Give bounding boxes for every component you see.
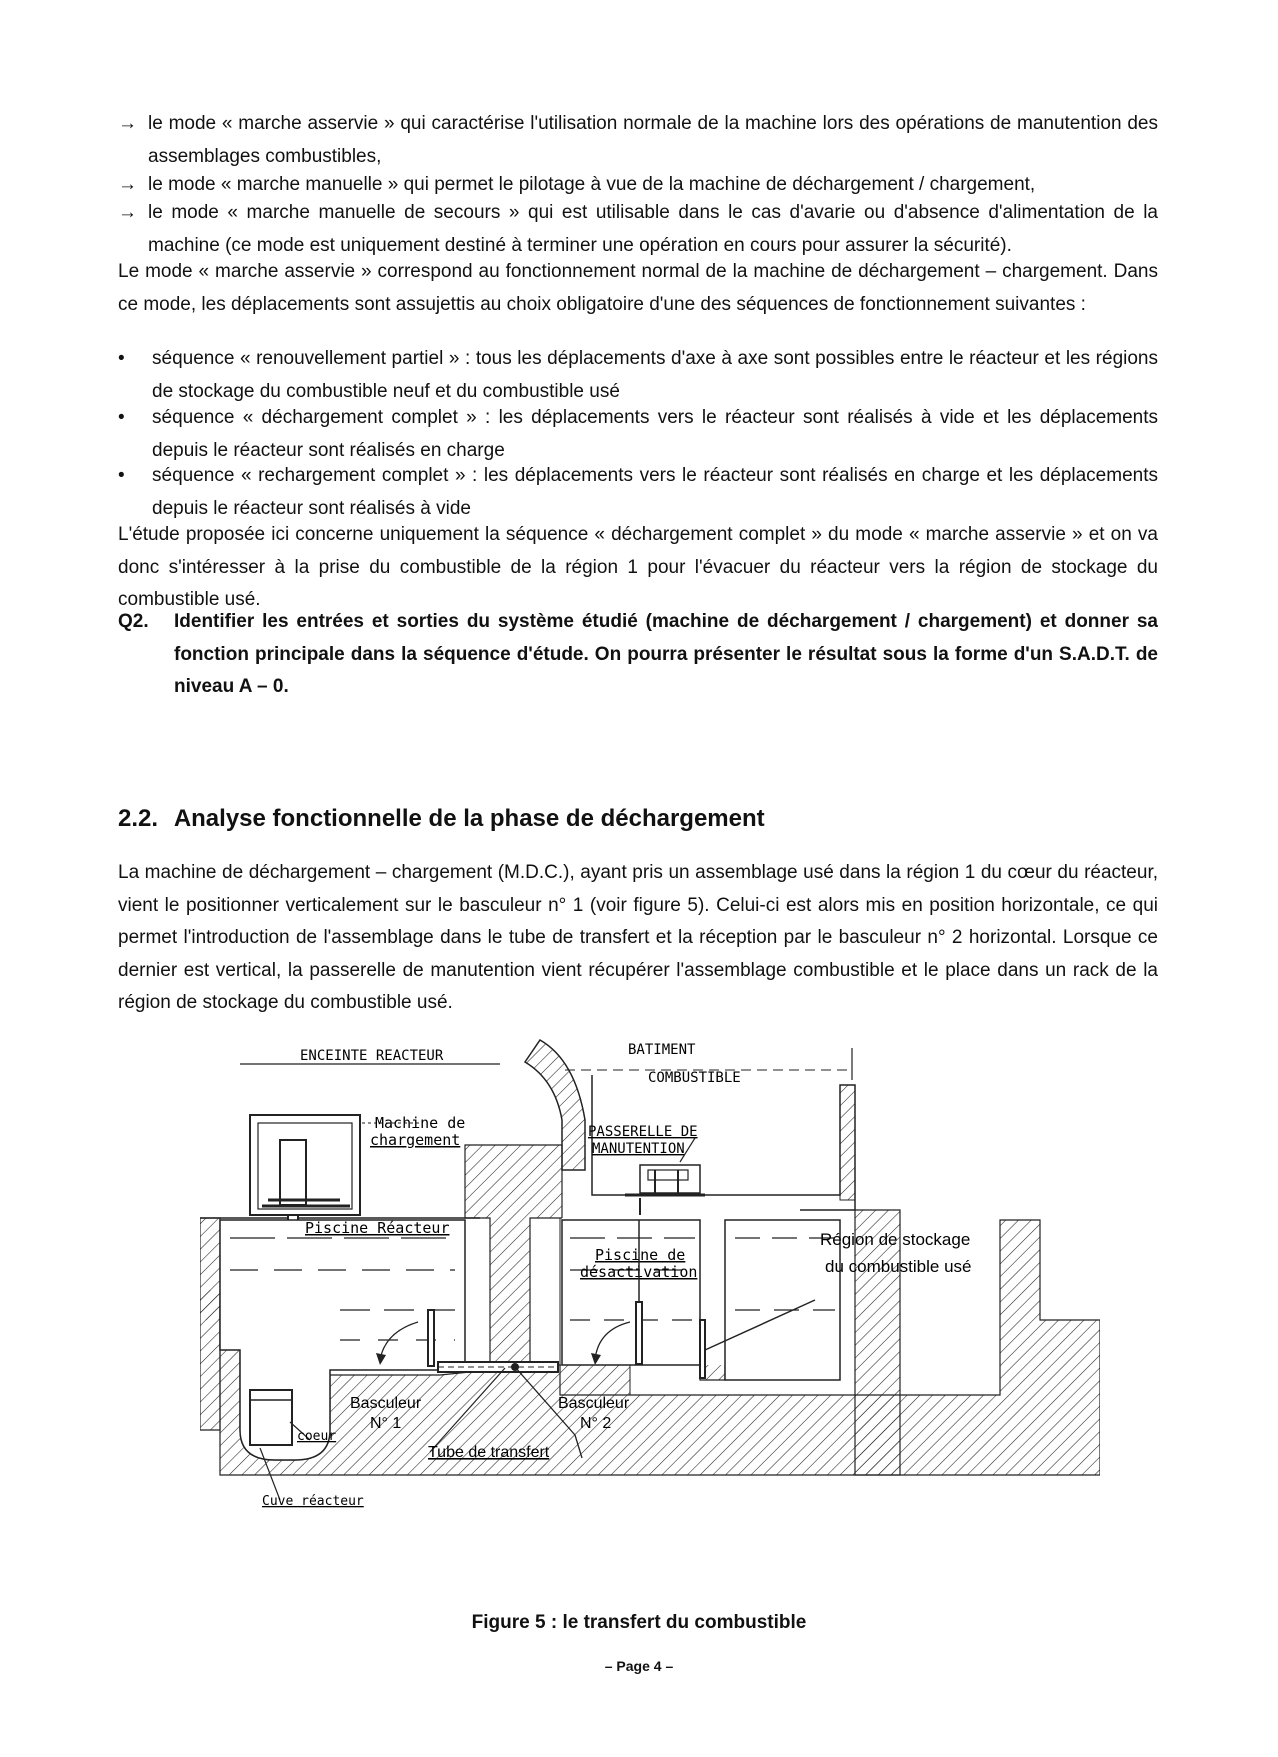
transfer-tube bbox=[438, 1362, 558, 1372]
figure-caption: Figure 5 : le transfert du combustible bbox=[471, 1612, 807, 1633]
region-stockage-line1: Région de stockage bbox=[820, 1230, 971, 1249]
batiment-label: BATIMENT bbox=[628, 1042, 696, 1058]
bullet-icon: • bbox=[118, 407, 125, 428]
region-stockage-line2: du combustible usé bbox=[825, 1257, 972, 1276]
etude-paragraph: L'étude proposée ici concerne uniquement la séquence « déchargement complet » du mode « marche asservie » et on va donc s'intéresser à la prise du combustible de la région 1 pour l'évacuer du réacteur vers la région de stockage du combustible usé. bbox=[118, 524, 1158, 610]
piscine-desactivation-line2: désactivation bbox=[580, 1263, 698, 1281]
fuel-assembly-basculeur1 bbox=[428, 1310, 434, 1366]
fuel-assembly-storage bbox=[700, 1320, 705, 1378]
question-q2 bbox=[118, 606, 1158, 704]
question-number: Q2. bbox=[118, 611, 149, 632]
arrow-icon: → bbox=[118, 113, 137, 134]
piscine-desactivation-line1: Piscine de bbox=[595, 1246, 686, 1264]
mode-secours-item: → le mode « marche manuelle de secours » qui est utilisable dans le cas d'avarie ou d'absence d'alimentation de la machine (ce mode est uniquement destiné à terminer une opération en cours pour assurer la sécurité). bbox=[118, 197, 1158, 262]
combustible-label: COMBUSTIBLE bbox=[648, 1070, 741, 1086]
passerelle-label-line1: PASSERELLE DE bbox=[588, 1124, 698, 1140]
cuve-label: Cuve réacteur bbox=[262, 1494, 364, 1509]
passerelle-label-line2: MANUTENTION bbox=[592, 1141, 685, 1157]
arrow-icon: → bbox=[118, 202, 137, 223]
enceinte-label-group bbox=[240, 1048, 500, 1064]
basculeur1-label-line2: N° 1 bbox=[370, 1415, 402, 1432]
sequence-renouvellement-item: • séquence « renouvellement partiel » : tous les déplacements d'axe à axe sont possibles entre le réacteur et les régions de stockage du combustible neuf et du combustible usé bbox=[118, 343, 1158, 408]
basculeur2-label-line1: Basculeur bbox=[558, 1395, 630, 1412]
piscine-reacteur-label: Piscine Réacteur bbox=[305, 1219, 450, 1237]
coeur-label: coeur bbox=[297, 1429, 337, 1444]
arrow-icon: → bbox=[118, 174, 137, 195]
machine-label-line1: Machine de bbox=[375, 1114, 466, 1132]
basculeur1-label-line1: Basculeur bbox=[350, 1395, 422, 1412]
fuel-transfer-figure bbox=[200, 1020, 1100, 1580]
page-number: – Page 4 – bbox=[604, 1658, 674, 1674]
reactor-core bbox=[250, 1390, 292, 1445]
enceinte-label: ENCEINTE REACTEUR bbox=[300, 1048, 444, 1064]
bullet-icon: • bbox=[118, 465, 125, 486]
sequence-rechargement-item: • séquence « rechargement complet » : les déplacements vers le réacteur sont réalisés en charge et les déplacements depuis le réacteur sont réalisés à vide bbox=[118, 460, 1158, 525]
handling-bridge bbox=[625, 1165, 705, 1215]
batiment-label-group bbox=[565, 1042, 852, 1086]
mode-asservie-description: Le mode « marche asservie » correspond au fonctionnement normal de la machine de déchargement – chargement. Dans ce mode, les déplacements sont assujettis au choix obligatoire d'une des séquences de fonctionnement suivantes : bbox=[118, 261, 1158, 315]
sequence-dechargement-item: • séquence « déchargement complet » : les déplacements vers le réacteur sont réalisés à vide et les déplacements depuis le réacteur sont réalisés en charge bbox=[118, 402, 1158, 467]
question-text: Identifier les entrées et sorties du système étudié (machine de déchargement / chargement) et donner sa fonction principale dans la séquence d'étude. On pourra présenter le résultat sous la forme d'un S.A.D.T. de niveau A – 0. bbox=[174, 611, 1158, 697]
machine-label-line2: chargement bbox=[370, 1131, 461, 1149]
section-title: Analyse fonctionnelle de la phase de déchargement bbox=[173, 805, 765, 832]
mode-asservie-item: → le mode « marche asservie » qui caractérise l'utilisation normale de la machine lors des opérations de manutention des assemblages combustibles, bbox=[118, 108, 1158, 173]
transfer-tube-label: Tube de transfert bbox=[428, 1444, 550, 1461]
mode-manuelle-item: → le mode « marche manuelle » qui permet le pilotage à vue de la machine de déchargement / chargement, bbox=[118, 169, 1158, 202]
fuel-assembly-basculeur2 bbox=[636, 1302, 642, 1364]
bullet-icon: • bbox=[118, 348, 125, 369]
desactivation-pool bbox=[562, 1220, 700, 1365]
section-body: La machine de déchargement – chargement (M.D.C.), ayant pris un assemblage usé dans la région 1 du cœur du réacteur, vient le positionner verticalement sur le basculeur n° 1 (voir figure 5). Celui-ci est alors mis en position horizontale, ce qui permet l'introduction de l'assemblage dans le tube de transfert et la réception par le basculeur n° 2 horizontal. Lorsque ce dernier est vertical, la passerelle de manutention vient récupérer l'assemblage combustible et le place dans un rack de la région de stockage du combustible usé. bbox=[118, 862, 1158, 1013]
basculeur2-label-line2: N° 2 bbox=[580, 1415, 612, 1432]
section-number: 2.2. bbox=[118, 805, 159, 832]
section-heading bbox=[118, 805, 765, 833]
